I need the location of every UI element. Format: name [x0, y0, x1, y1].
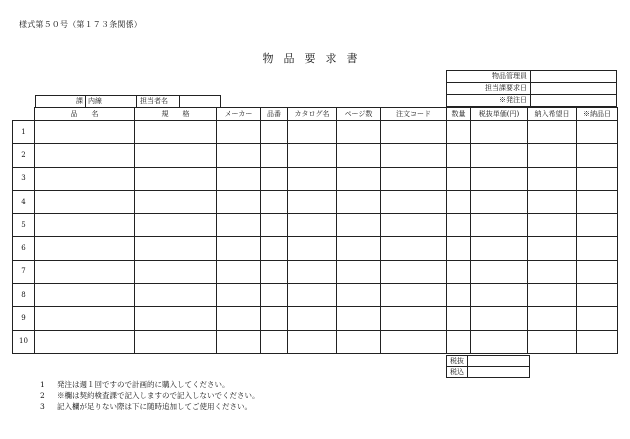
quantity-cell[interactable]: [447, 121, 471, 144]
row-number: 6: [13, 237, 35, 260]
unit-price-cell[interactable]: [471, 260, 528, 283]
delivered-date-cell: [577, 307, 618, 330]
tax-excluded-field[interactable]: [468, 356, 530, 367]
maker-cell[interactable]: [217, 284, 261, 307]
tax-excluded-label: 税抜: [447, 356, 468, 367]
notes: [40, 379, 260, 412]
delivered-date-cell: [577, 190, 618, 213]
catalog-name-cell[interactable]: [288, 330, 337, 353]
note-text: 発注は週１回ですので計画的に購入してください。: [57, 380, 230, 389]
item-name-cell[interactable]: [35, 144, 135, 167]
quantity-cell[interactable]: [447, 284, 471, 307]
unit-price-cell[interactable]: [471, 214, 528, 237]
note-number: 2: [40, 391, 45, 400]
desired-delivery-cell[interactable]: [528, 190, 577, 213]
delivered-date-cell: [577, 284, 618, 307]
delivered-date-cell: [577, 330, 618, 353]
spec-cell[interactable]: [135, 330, 217, 353]
page-count-cell[interactable]: [337, 284, 381, 307]
table-row: [13, 260, 618, 283]
extension-field[interactable]: [86, 96, 137, 108]
spec-cell[interactable]: [135, 284, 217, 307]
table-row: [13, 190, 618, 213]
maker-cell[interactable]: [217, 167, 261, 190]
table-row: [13, 284, 618, 307]
maker-cell[interactable]: [217, 214, 261, 237]
item-name-cell[interactable]: [35, 330, 135, 353]
desired-delivery-cell[interactable]: [528, 167, 577, 190]
row-number: 5: [13, 214, 35, 237]
spec-cell[interactable]: [135, 121, 217, 144]
maker-cell[interactable]: [217, 307, 261, 330]
spec-cell[interactable]: [135, 144, 217, 167]
desired-delivery-cell[interactable]: [528, 307, 577, 330]
col-header-catalog-name: カタログ名: [288, 108, 337, 121]
col-header-desired-delivery: 納入希望日: [528, 108, 577, 121]
quantity-cell[interactable]: [447, 167, 471, 190]
order-date-field: [531, 95, 617, 107]
unit-price-cell[interactable]: [471, 190, 528, 213]
product-number-cell[interactable]: [261, 307, 288, 330]
note-item: [40, 379, 260, 390]
note-number: 1: [40, 380, 45, 389]
catalog-name-cell[interactable]: [288, 284, 337, 307]
note-text: 記入欄が足りない際は下に随時追加してご使用ください。: [57, 402, 252, 411]
delivered-date-cell: [577, 260, 618, 283]
desired-delivery-cell[interactable]: [528, 260, 577, 283]
product-number-cell[interactable]: [261, 167, 288, 190]
catalog-name-cell[interactable]: [288, 190, 337, 213]
catalog-name-cell[interactable]: [288, 260, 337, 283]
item-name-cell[interactable]: [35, 237, 135, 260]
spec-cell[interactable]: [135, 307, 217, 330]
spec-cell[interactable]: [135, 237, 217, 260]
unit-price-cell[interactable]: [471, 330, 528, 353]
row-number: 4: [13, 190, 35, 213]
order-code-cell[interactable]: [381, 260, 447, 283]
order-date-label: ※発注日: [447, 95, 531, 107]
table-row: [13, 144, 618, 167]
product-number-cell[interactable]: [261, 237, 288, 260]
quantity-cell[interactable]: [447, 214, 471, 237]
desired-delivery-cell[interactable]: [528, 284, 577, 307]
unit-price-cell[interactable]: [471, 167, 528, 190]
row-number: 2: [13, 144, 35, 167]
maker-cell[interactable]: [217, 260, 261, 283]
extension-label: 内線: [88, 97, 102, 105]
row-number: 3: [13, 167, 35, 190]
request-date-field[interactable]: [531, 83, 617, 95]
manager-field[interactable]: [531, 71, 617, 83]
maker-cell[interactable]: [217, 121, 261, 144]
delivered-date-cell: [577, 144, 618, 167]
unit-price-cell[interactable]: [471, 284, 528, 307]
manager-label: 物品管理員: [447, 71, 531, 83]
col-header-item-name: 品 名: [35, 108, 135, 121]
catalog-name-cell[interactable]: [288, 144, 337, 167]
item-name-cell[interactable]: [35, 307, 135, 330]
maker-cell[interactable]: [217, 237, 261, 260]
delivered-date-cell: [577, 214, 618, 237]
col-header-maker: メーカー: [217, 108, 261, 121]
spec-cell[interactable]: [135, 260, 217, 283]
page-count-cell[interactable]: [337, 260, 381, 283]
page-count-cell[interactable]: [337, 190, 381, 213]
table-header-row: [13, 108, 618, 121]
catalog-name-cell[interactable]: [288, 307, 337, 330]
product-number-cell[interactable]: [261, 330, 288, 353]
row-number: 9: [13, 307, 35, 330]
section-field[interactable]: [36, 96, 86, 108]
table-row: [13, 237, 618, 260]
order-code-cell[interactable]: [381, 144, 447, 167]
note-item: [40, 390, 260, 401]
quantity-cell[interactable]: [447, 330, 471, 353]
row-number: 7: [13, 260, 35, 283]
item-name-cell[interactable]: [35, 167, 135, 190]
unit-price-cell[interactable]: [471, 307, 528, 330]
col-header-order-code: 注文コード: [381, 108, 447, 121]
document-title: 物品要求書: [262, 52, 368, 65]
table-row: [13, 167, 618, 190]
page-count-cell[interactable]: [337, 307, 381, 330]
form-number: 様式第５０号（第１７３条関係）: [19, 20, 142, 29]
order-code-cell[interactable]: [381, 214, 447, 237]
request-date-label: 担当課要求日: [447, 83, 531, 95]
table-row: [13, 121, 618, 144]
item-name-cell[interactable]: [35, 260, 135, 283]
unit-price-cell[interactable]: [471, 121, 528, 144]
item-name-cell[interactable]: [35, 214, 135, 237]
row-number: 8: [13, 284, 35, 307]
unit-price-cell[interactable]: [471, 144, 528, 167]
row-number: 10: [13, 330, 35, 353]
col-header-page-count: ページ数: [337, 108, 381, 121]
order-code-cell[interactable]: [381, 121, 447, 144]
spec-cell[interactable]: [135, 214, 217, 237]
quantity-cell[interactable]: [447, 190, 471, 213]
section-label: 課: [76, 97, 83, 105]
page-count-cell[interactable]: [337, 144, 381, 167]
col-header-spec: 規 格: [135, 108, 217, 121]
desired-delivery-cell[interactable]: [528, 121, 577, 144]
note-text: ※欄は契約検査課で記入しますので記入しないでください。: [57, 391, 260, 400]
note-number: 3: [40, 402, 45, 411]
delivered-date-cell: [577, 121, 618, 144]
desired-delivery-cell[interactable]: [528, 237, 577, 260]
order-code-cell[interactable]: [381, 167, 447, 190]
item-name-cell[interactable]: [35, 121, 135, 144]
row-number: 1: [13, 121, 35, 144]
page-count-cell[interactable]: [337, 237, 381, 260]
catalog-name-cell[interactable]: [288, 214, 337, 237]
page-count-cell[interactable]: [337, 214, 381, 237]
col-header-quantity: 数量: [447, 108, 471, 121]
table-row: [13, 214, 618, 237]
page-count-cell[interactable]: [337, 167, 381, 190]
order-code-cell[interactable]: [381, 284, 447, 307]
tax-included-label: 税込: [447, 367, 468, 378]
product-number-cell[interactable]: [261, 260, 288, 283]
catalog-name-cell[interactable]: [288, 167, 337, 190]
product-number-cell[interactable]: [261, 121, 288, 144]
page-count-cell[interactable]: [337, 330, 381, 353]
tax-totals: [446, 355, 530, 378]
item-name-cell[interactable]: [35, 190, 135, 213]
quantity-cell[interactable]: [447, 260, 471, 283]
table-row: [13, 307, 618, 330]
table-row: [13, 330, 618, 353]
unit-price-cell[interactable]: [471, 237, 528, 260]
approval-block: [446, 70, 617, 107]
delivered-date-cell: [577, 237, 618, 260]
catalog-name-cell[interactable]: [288, 121, 337, 144]
quantity-cell[interactable]: [447, 237, 471, 260]
col-header-delivered-date: ※納品日: [577, 108, 618, 121]
product-number-cell[interactable]: [261, 144, 288, 167]
quantity-cell[interactable]: [447, 144, 471, 167]
product-number-cell[interactable]: [261, 284, 288, 307]
tax-included-field[interactable]: [468, 367, 530, 378]
order-code-cell[interactable]: [381, 330, 447, 353]
col-header-product-number: 品番: [261, 108, 288, 121]
col-header-unit-price: 税抜単価(円): [471, 108, 528, 121]
order-code-cell[interactable]: [381, 237, 447, 260]
desired-delivery-cell[interactable]: [528, 330, 577, 353]
product-number-cell[interactable]: [261, 190, 288, 213]
product-number-cell[interactable]: [261, 214, 288, 237]
maker-cell[interactable]: [217, 330, 261, 353]
quantity-cell[interactable]: [447, 307, 471, 330]
note-item: [40, 401, 260, 412]
delivered-date-cell: [577, 167, 618, 190]
maker-cell[interactable]: [217, 144, 261, 167]
catalog-name-cell[interactable]: [288, 237, 337, 260]
page-count-cell[interactable]: [337, 121, 381, 144]
items-table: [12, 107, 618, 354]
item-name-cell[interactable]: [35, 284, 135, 307]
desired-delivery-cell[interactable]: [528, 144, 577, 167]
order-code-cell[interactable]: [381, 307, 447, 330]
person-label: 担当者名: [137, 96, 180, 108]
order-code-cell[interactable]: [381, 190, 447, 213]
maker-cell[interactable]: [217, 190, 261, 213]
spec-cell[interactable]: [135, 190, 217, 213]
person-field[interactable]: [180, 96, 221, 108]
spec-cell[interactable]: [135, 167, 217, 190]
desired-delivery-cell[interactable]: [528, 214, 577, 237]
